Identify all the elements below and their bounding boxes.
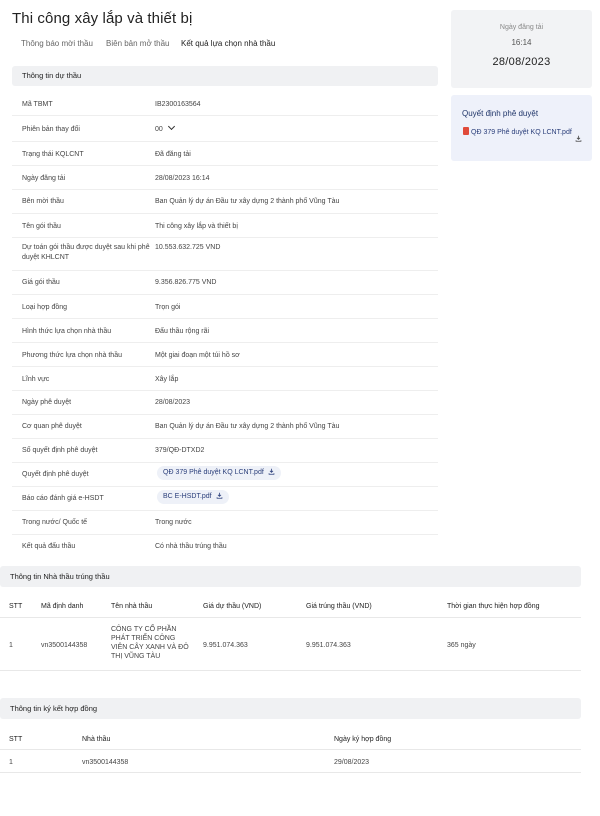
info-value: Một giai đoạn một túi hồ sơ [155, 352, 240, 359]
info-value: 28/08/2023 16:14 [155, 175, 210, 182]
download-icon [216, 492, 223, 499]
info-row [12, 92, 438, 116]
info-row [12, 190, 438, 214]
info-row [12, 487, 438, 511]
info-label: Phương thức lựa chọn nhà thầu [22, 352, 122, 359]
cell-stt: 1 [9, 642, 13, 649]
divider [0, 772, 581, 773]
column-header: Nhà thầu [82, 736, 111, 743]
cell-contractor: vn3500144358 [82, 759, 129, 766]
cell-bid-price: 9.951.074.363 [203, 642, 248, 649]
column-header: STT [9, 603, 23, 610]
cell-contractor-name: CÔNG TY CỔ PHẦN PHÁT TRIỂN CÔNG VIÊN CÂY XANH VÀ ĐÔ THỊ VŨNG TÀU [111, 626, 189, 660]
info-row [12, 415, 438, 439]
version-value: 00 [155, 126, 163, 133]
info-value: Trọn gói [155, 304, 181, 311]
winner-table [0, 590, 581, 680]
column-header: Thời gian thực hiện hợp đồng [447, 603, 540, 610]
info-row [12, 142, 438, 166]
page-title: Thi công xây lắp và thiết bị [12, 10, 193, 27]
cell-duration: 365 ngày [447, 642, 476, 649]
info-label: Quyết định phê duyệt [22, 471, 89, 478]
winner-header: Thông tin Nhà thầu trúng thầu [0, 566, 581, 587]
info-label: Kết quả đấu thầu [22, 543, 76, 550]
tab-notice[interactable]: Thông báo mời thầu [21, 39, 93, 48]
cell-id: vn3500144358 [41, 642, 88, 649]
cell-winning-price: 9.951.074.363 [306, 642, 351, 649]
decision-file-link[interactable] [157, 466, 281, 480]
info-label: Trạng thái KQLCNT [22, 151, 84, 158]
info-label: Giá gói thầu [22, 279, 60, 286]
pdf-icon [463, 127, 469, 135]
info-row [12, 343, 438, 367]
info-row [12, 295, 438, 319]
info-value: Ban Quản lý dự án Đầu tư xây dựng 2 thành phố Vũng Tàu [155, 198, 340, 205]
posting-date-label: Ngày đăng tải [499, 24, 544, 31]
contract-table [0, 725, 581, 775]
info-value: Xây lắp [155, 376, 179, 383]
info-row [12, 463, 438, 487]
column-header: Giá dự thầu (VND) [203, 603, 262, 610]
info-row [12, 166, 438, 190]
info-value: IB2300163564 [155, 101, 201, 108]
approval-decision-file[interactable] [463, 127, 581, 138]
download-icon [268, 468, 275, 475]
decision-file-name: QĐ 379 Phê duyệt KQ LCNT.pdf [163, 469, 264, 476]
info-row [12, 214, 438, 238]
info-row [12, 535, 438, 559]
column-header: Ngày ký hợp đồng [334, 736, 392, 743]
info-label: Dự toán gói thầu được duyệt sau khi phê duyệt KHLCNT [22, 244, 150, 261]
info-label: Lĩnh vực [22, 376, 50, 383]
info-row [12, 271, 438, 295]
posting-date: 28/08/2023 [492, 56, 551, 68]
info-row [12, 511, 438, 535]
info-label: Cơ quan phê duyệt [22, 423, 82, 430]
info-value: Đã đăng tải [155, 151, 191, 158]
divider [0, 617, 581, 618]
column-header: Mã định danh [41, 603, 84, 610]
info-label: Số quyết định phê duyệt [22, 447, 98, 454]
info-label: Tên gói thầu [22, 223, 61, 230]
info-value: Đấu thầu rộng rãi [155, 328, 210, 335]
cell-stt: 1 [9, 759, 13, 766]
info-label: Ngày đăng tải [22, 175, 66, 182]
chevron-down-icon [168, 123, 175, 130]
info-row [12, 116, 438, 142]
info-row [12, 439, 438, 463]
tab-opening-minutes[interactable]: Biên bản mở thầu [106, 39, 170, 48]
info-value: Trong nước [155, 519, 192, 526]
info-label: Phiên bản thay đổi [22, 126, 80, 133]
info-row [12, 238, 438, 271]
info-label: Hình thức lựa chọn nhà thầu [22, 328, 112, 335]
info-label: Ngày phê duyệt [22, 399, 72, 406]
report-file-name: BC E-HSDT.pdf [163, 493, 212, 500]
info-label: Báo cáo đánh giá e-HSDT [22, 495, 104, 502]
info-value: Thi công xây lắp và thiết bị [155, 223, 238, 230]
info-value: 10.553.632.725 VND [155, 244, 221, 251]
download-icon[interactable] [575, 129, 582, 136]
tab-selection-result[interactable]: Kết quả lựa chọn nhà thầu [181, 39, 276, 48]
info-row [12, 391, 438, 415]
divider [0, 670, 581, 671]
contract-header: Thông tin ký kết hợp đồng [0, 698, 581, 719]
info-value: Ban Quản lý dự án Đầu tư xây dựng 2 thành phố Vũng Tàu [155, 423, 340, 430]
cell-sign-date: 29/08/2023 [334, 759, 370, 766]
column-header: Tên nhà thầu [111, 603, 153, 610]
info-value: 28/08/2023 [155, 399, 191, 406]
approval-decision-file-name: QĐ 379 Phê duyệt KQ LCNT.pdf [471, 129, 572, 136]
info-row [12, 367, 438, 391]
report-file-link[interactable] [157, 490, 229, 504]
version-select[interactable] [155, 125, 174, 135]
approval-decision-title: Quyết định phê duyệt [462, 109, 539, 118]
divider [0, 749, 581, 750]
column-header: STT [9, 736, 23, 743]
info-row [12, 319, 438, 343]
posting-time: 16:14 [511, 38, 532, 47]
info-label: Bên mời thầu [22, 198, 64, 205]
approval-decision-card [451, 95, 592, 161]
info-label: Trong nước/ Quốc tế [22, 519, 88, 526]
posting-date-card [451, 10, 592, 88]
info-value: 9.356.826.775 VND [155, 279, 217, 286]
bid-info-header: Thông tin dự thầu [12, 66, 438, 86]
column-header: Giá trúng thầu (VND) [306, 603, 372, 610]
info-label: Mã TBMT [22, 101, 53, 108]
info-value: 379/QĐ-DTXD2 [155, 447, 205, 454]
info-value: Có nhà thầu trúng thầu [155, 543, 227, 550]
info-label: Loại hợp đồng [22, 304, 68, 311]
